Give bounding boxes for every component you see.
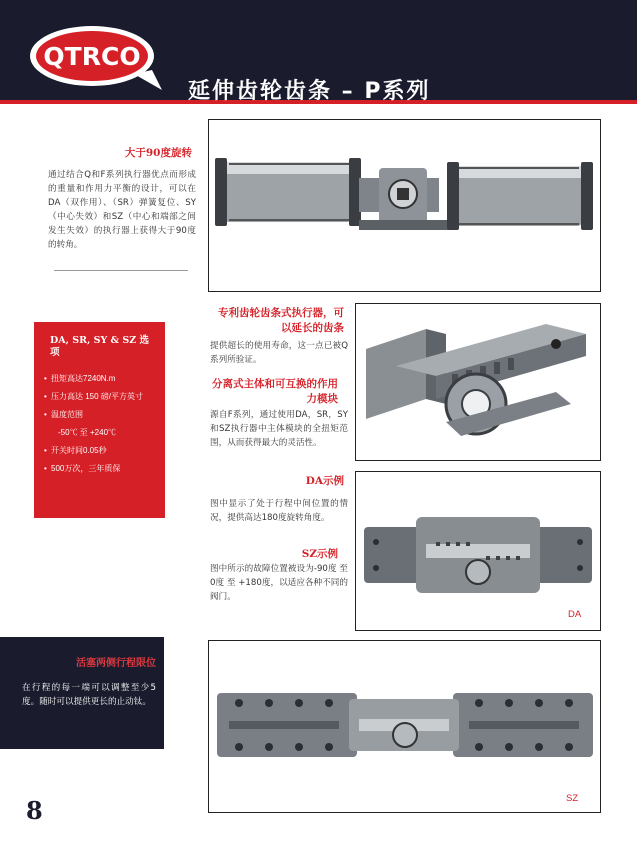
page-header [0, 0, 637, 103]
option-item: • 开关时间0.05秒 [44, 442, 155, 460]
qtrco-logo [22, 20, 172, 95]
sz-heading: SZ示例 [301, 548, 338, 560]
da-body: 图中显示了处于行程中间位置的情况，提供高达180度旋转角度。 [210, 499, 348, 523]
option-item: -50℃ 至 +240℃ [58, 428, 117, 437]
option-item: • 压力高达 150 磅/平方英寸 [44, 388, 155, 406]
sz-cutaway-drawing [209, 641, 600, 812]
modular-heading: 分离式主体和可互换的作用力模块 [212, 378, 338, 405]
rotation-body: 通过结合Q和F系列执行器优点而形成的重量和作用力平衡的设计，可以在DA（双作用）、（SR）弹簧复位、SY（中心失效）和SZ（中心和端部之间发生失效）的执行器上获得大于90度的转角。 [48, 170, 196, 250]
actuator-exterior-drawing [209, 120, 600, 291]
options-box [34, 322, 165, 518]
actuator-exterior-image [208, 119, 601, 292]
stroke-limit-heading: 活塞两侧行程限位 [76, 658, 156, 669]
patent-body: 提供超长的使用寿命，这一点已被Q系列所验证。 [210, 341, 348, 365]
rack-pinion-drawing [356, 304, 600, 460]
options-title: DA, SR, SY & SZ 选项 [50, 335, 150, 358]
modular-body: 源自F系列，通过使用DA，SR，SY和SZ执行器中主体模块的全扭矩范围，从而获得最大的灵活性。 [210, 410, 348, 448]
rotation-heading: 大于90度旋转 [124, 147, 192, 159]
rack-pinion-image [355, 303, 601, 461]
stroke-limit-body: 在行程的每一端可以调整至少5度。随时可以提供更长的止动钛。 [22, 683, 156, 707]
logo-wordmark: QTRCO [43, 42, 141, 71]
option-item: • 500万次，三年质保 [44, 460, 155, 478]
sz-cutaway-image [208, 640, 601, 813]
sz-body: 图中所示的故障位置被设为-90度 至 0度 至 +180度，以适应各种不同的阀门。 [210, 564, 348, 602]
da-cutaway-drawing [356, 472, 600, 630]
sz-image-label: SZ [566, 793, 579, 804]
option-item: • 扭矩高达7240N.m [44, 370, 155, 388]
da-heading: DA示例 [305, 475, 344, 487]
options-list [44, 370, 155, 478]
patent-heading: 专利齿轮齿条式执行器，可以延长的齿条 [218, 307, 344, 334]
da-image-label: DA [568, 609, 582, 620]
section-divider [54, 270, 188, 271]
da-cutaway-image [355, 471, 601, 631]
page-title: 延伸齿轮齿条 – P系列 [188, 79, 431, 104]
page-number: 8 [26, 796, 43, 825]
option-item: • 温度范围 [44, 406, 155, 424]
